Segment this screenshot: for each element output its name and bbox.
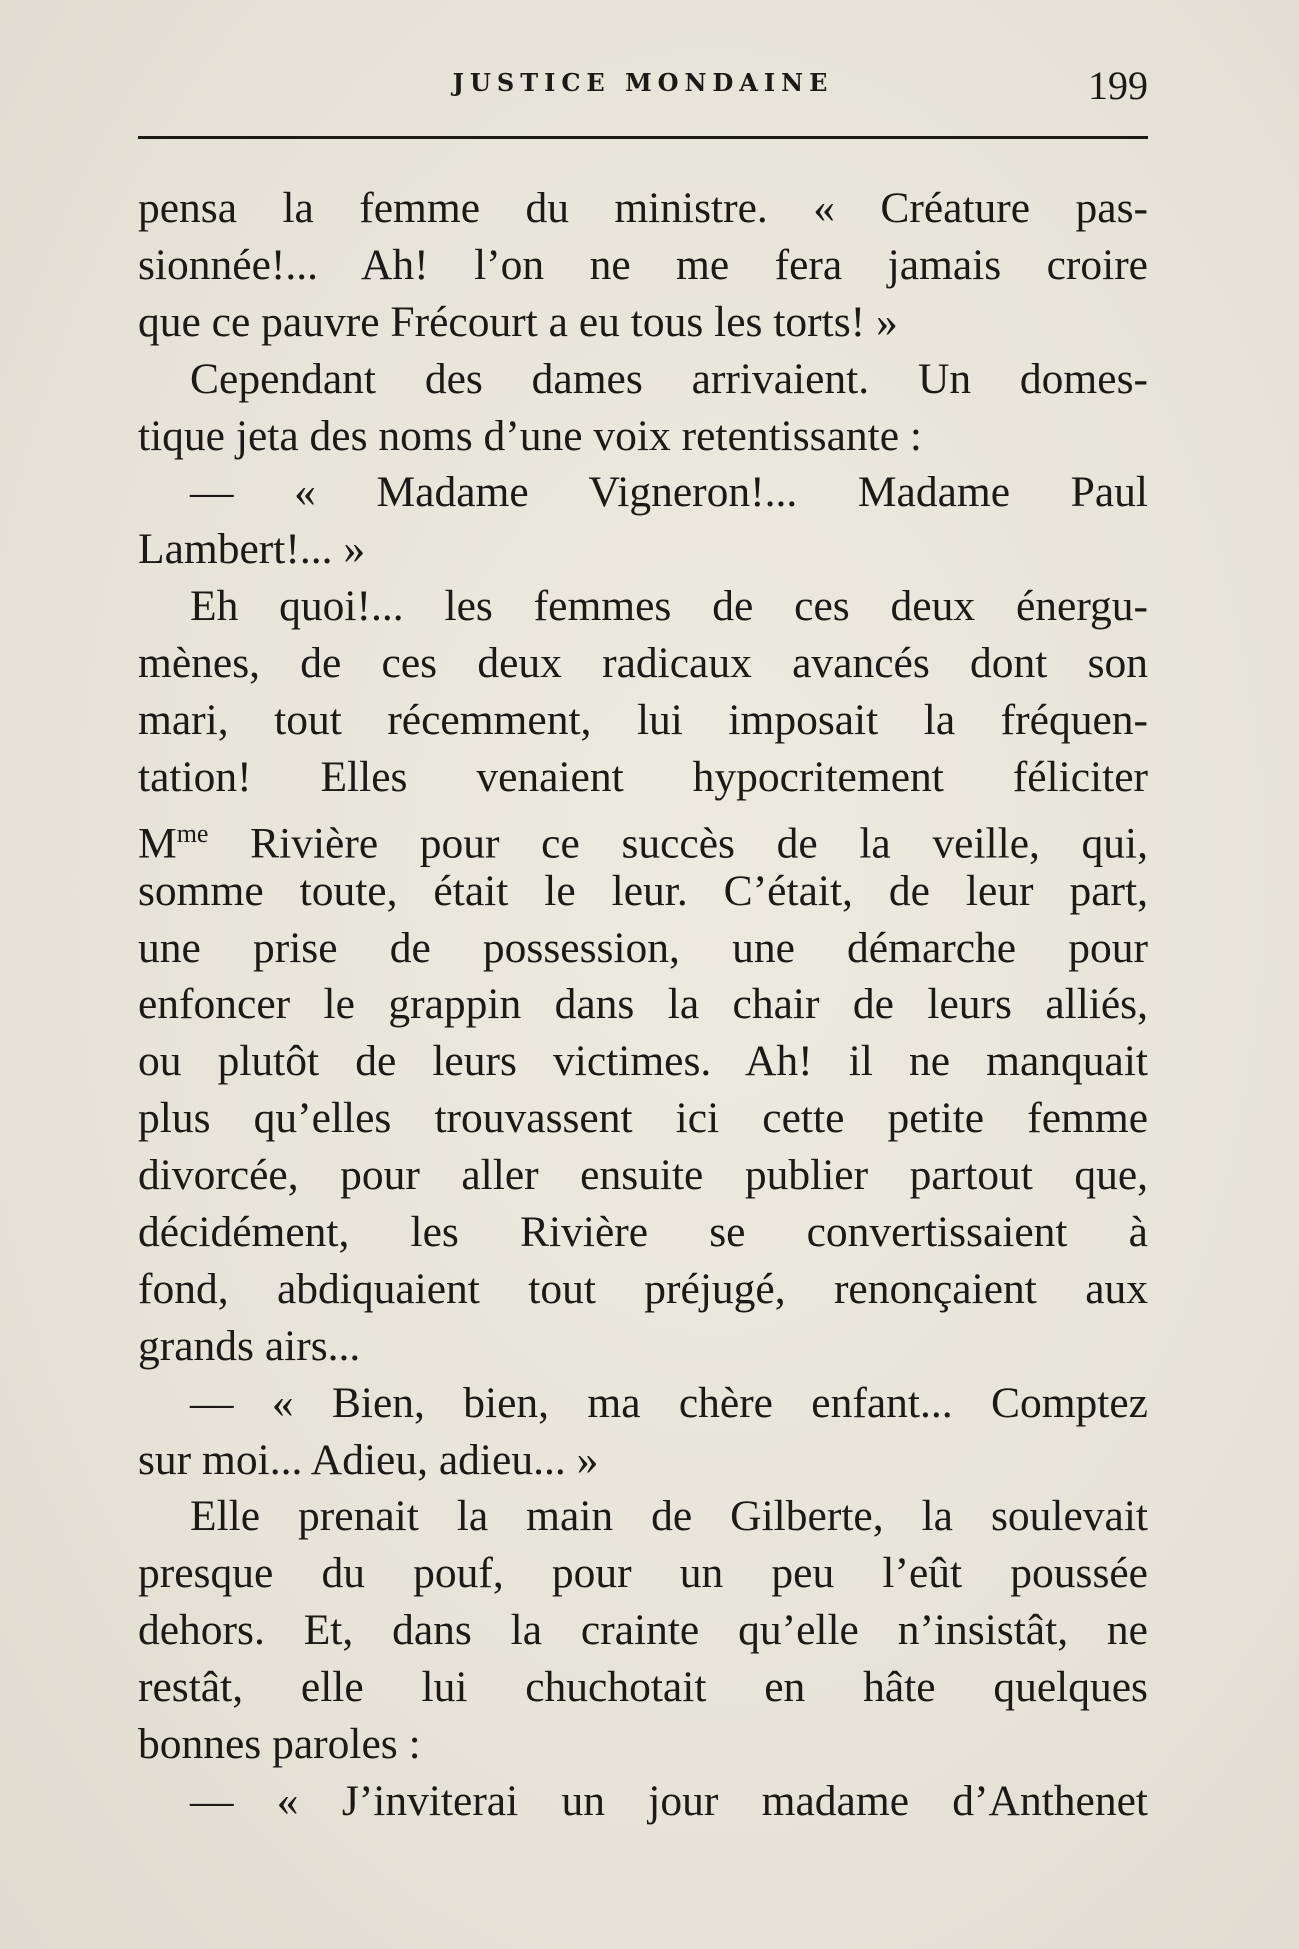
text-line: sur moi... Adieu, adieu... » [138, 1435, 599, 1484]
text-line: tique jeta des noms d’une voix retentissante : [138, 411, 923, 460]
text-line: mari, tout récemment, lui imposait la fréquen- [138, 696, 1148, 745]
text-line: Cependant des dames arrivaient. Un domes- [190, 354, 1148, 403]
text-line: divorcée, pour aller ensuite publier partout que, [138, 1151, 1148, 1200]
page-header [138, 62, 1148, 112]
text-line: plus qu’elles trouvassent ici cette petite femme [138, 1094, 1148, 1143]
text-line: que ce pauvre Frécourt a eu tous les torts! » [138, 297, 898, 346]
body-text [138, 180, 1148, 1830]
superscript-me: me [176, 818, 209, 848]
header-rule [138, 136, 1148, 139]
text-line: Eh quoi!... les femmes de ces deux énergu- [190, 582, 1148, 631]
text-line: décidément, les Rivière se convertissaient à [138, 1208, 1148, 1257]
text-line: presque du pouf, pour un peu l’eût poussée [138, 1549, 1148, 1598]
text-line: ou plutôt de leurs victimes. Ah! il ne manquait [138, 1037, 1148, 1086]
text-line: grands airs... [138, 1321, 361, 1370]
text-line: dehors. Et, dans la crainte qu’elle n’insistât, ne [138, 1606, 1148, 1655]
text-line: tation! Elles venaient hypocritement féliciter [138, 752, 1148, 801]
text-line: une prise de possession, une démarche pour [138, 923, 1148, 972]
text-line: — « Bien, bien, ma chère enfant... Comptez [190, 1378, 1148, 1427]
text-line: Lambert!... » [138, 525, 366, 574]
text-line: pensa la femme du ministre. « Créature pas- [138, 184, 1148, 232]
text-line: bonnes paroles : [138, 1720, 421, 1769]
text-line: mènes, de ces deux radicaux avancés dont son [138, 639, 1148, 688]
text-line: Elle prenait la main de Gilberte, la soulevait [190, 1492, 1148, 1541]
text-line: enfoncer le grappin dans la chair de leurs alliés, [138, 980, 1148, 1029]
text-line: — « J’inviterai un jour madame d’Anthenet [190, 1776, 1148, 1825]
running-title: JUSTICE MONDAINE [452, 68, 834, 97]
text-line: — « Madame Vigneron!... Madame Paul [190, 468, 1148, 517]
page-number: 199 [1088, 63, 1148, 108]
text-line: sionnée!... Ah! l’on ne me fera jamais croire [138, 240, 1148, 289]
text-line: fond, abdiquaient tout préjugé, renonçaient aux [138, 1264, 1148, 1313]
text-line: somme toute, était le leur. C’était, de leur part, [138, 866, 1148, 915]
text-line: $M^{me}$ Rivière pour ce succès de la veille, qui, [138, 818, 1148, 868]
text-line: restât, elle lui chuchotait en hâte quelques [138, 1663, 1148, 1712]
